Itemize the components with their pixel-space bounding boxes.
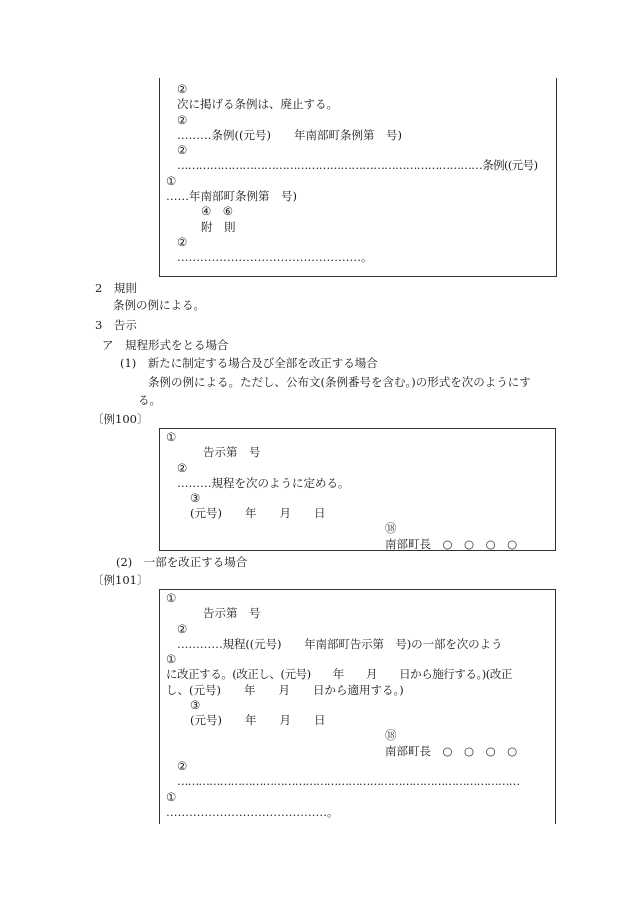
box101-top-border — [159, 589, 556, 590]
section3-subheading-a: ア 規程形式をとる場合 — [102, 338, 229, 352]
box1-line-8: ……年南部町条例第 号) — [166, 189, 297, 203]
box1-line-10: 附 則 — [201, 220, 236, 234]
box1-line-9: ④ ⑥ — [201, 204, 234, 218]
box1-line-1: ② — [177, 82, 188, 96]
section3-item1-body-2: る。 — [138, 393, 161, 407]
box101-line-7: し、(元号) 年 月 日から適用する。) — [166, 683, 404, 697]
box1-line-3: ② — [177, 113, 188, 127]
box101-line-9: (元号) 年 月 日 — [190, 713, 326, 727]
box1-line-11: ② — [177, 235, 188, 249]
box1-line-5: ② — [177, 143, 188, 157]
box101-line-2: 告示第 号 — [203, 606, 261, 620]
box1-left-border — [159, 78, 160, 276]
box1-right-border — [556, 78, 557, 276]
example101-label: 〔例101〕 — [92, 573, 149, 587]
example100-label: 〔例100〕 — [92, 412, 149, 426]
section3-heading: 3 告示 — [95, 318, 137, 332]
box101-right-border — [555, 589, 556, 824]
section2-heading: 2 規則 — [95, 281, 137, 295]
box101-line-6: に改正する。(改正し、(元号) 年 月 日から施行する。)(改正 — [166, 667, 512, 681]
box101-line-11: 南部町長 ○ ○ ○ ○ — [385, 744, 518, 758]
box1-line-4: ………条例((元号) 年南部町条例第 号) — [177, 128, 402, 142]
box101-left-border — [159, 589, 160, 824]
box100-left-border — [159, 428, 160, 551]
box101-line-10: ⑱ — [385, 728, 397, 742]
box101-line-5: ① — [166, 652, 177, 666]
box1-line-6: …………………………………………………………………………条例((元号) — [177, 158, 538, 172]
box101-line-8: ③ — [190, 698, 201, 712]
box100-line-1: ① — [166, 430, 177, 444]
box101-line-3: ② — [177, 622, 188, 636]
box100-line-2: 告示第 号 — [203, 445, 261, 459]
box101-line-14: ① — [166, 790, 177, 804]
box101-line-4: …………規程((元号) 年南部町告示第 号)の一部を次のよう — [177, 637, 503, 651]
box101-line-13: …………………………………………………………………………………… — [177, 774, 520, 788]
box101-line-12: ② — [177, 759, 188, 773]
box100-line-6: (元号) 年 月 日 — [190, 506, 326, 520]
box100-line-7: ⑱ — [385, 521, 397, 535]
box1-line-12: …………………………………………。 — [177, 250, 373, 264]
box100-line-4: ………規程を次のように定める。 — [177, 476, 350, 490]
box100-line-8: 南部町長 ○ ○ ○ ○ — [385, 537, 518, 551]
box101-line-1: ① — [166, 591, 177, 605]
box100-right-border — [555, 428, 556, 551]
section2-body: 条例の例による。 — [113, 298, 205, 312]
section3-item1-body-1: 条例の例による。ただし、公布文(条例番号を含む。)の形式を次のようにす — [148, 375, 531, 389]
box100-line-5: ③ — [190, 491, 201, 505]
box100-line-3: ② — [177, 461, 188, 475]
box1-line-7: ① — [166, 174, 177, 188]
box100-top-border — [159, 428, 556, 429]
section3-item1-heading: (1) 新たに制定する場合及び全部を改正する場合 — [120, 356, 378, 370]
section3-item2-heading: (2) 一部を改正する場合 — [116, 555, 248, 569]
box1-line-2: 次に掲げる条例は、廃止する。 — [177, 97, 338, 111]
box1-bottom-border — [159, 276, 557, 277]
box101-line-15: ……………………………………。 — [166, 805, 339, 819]
